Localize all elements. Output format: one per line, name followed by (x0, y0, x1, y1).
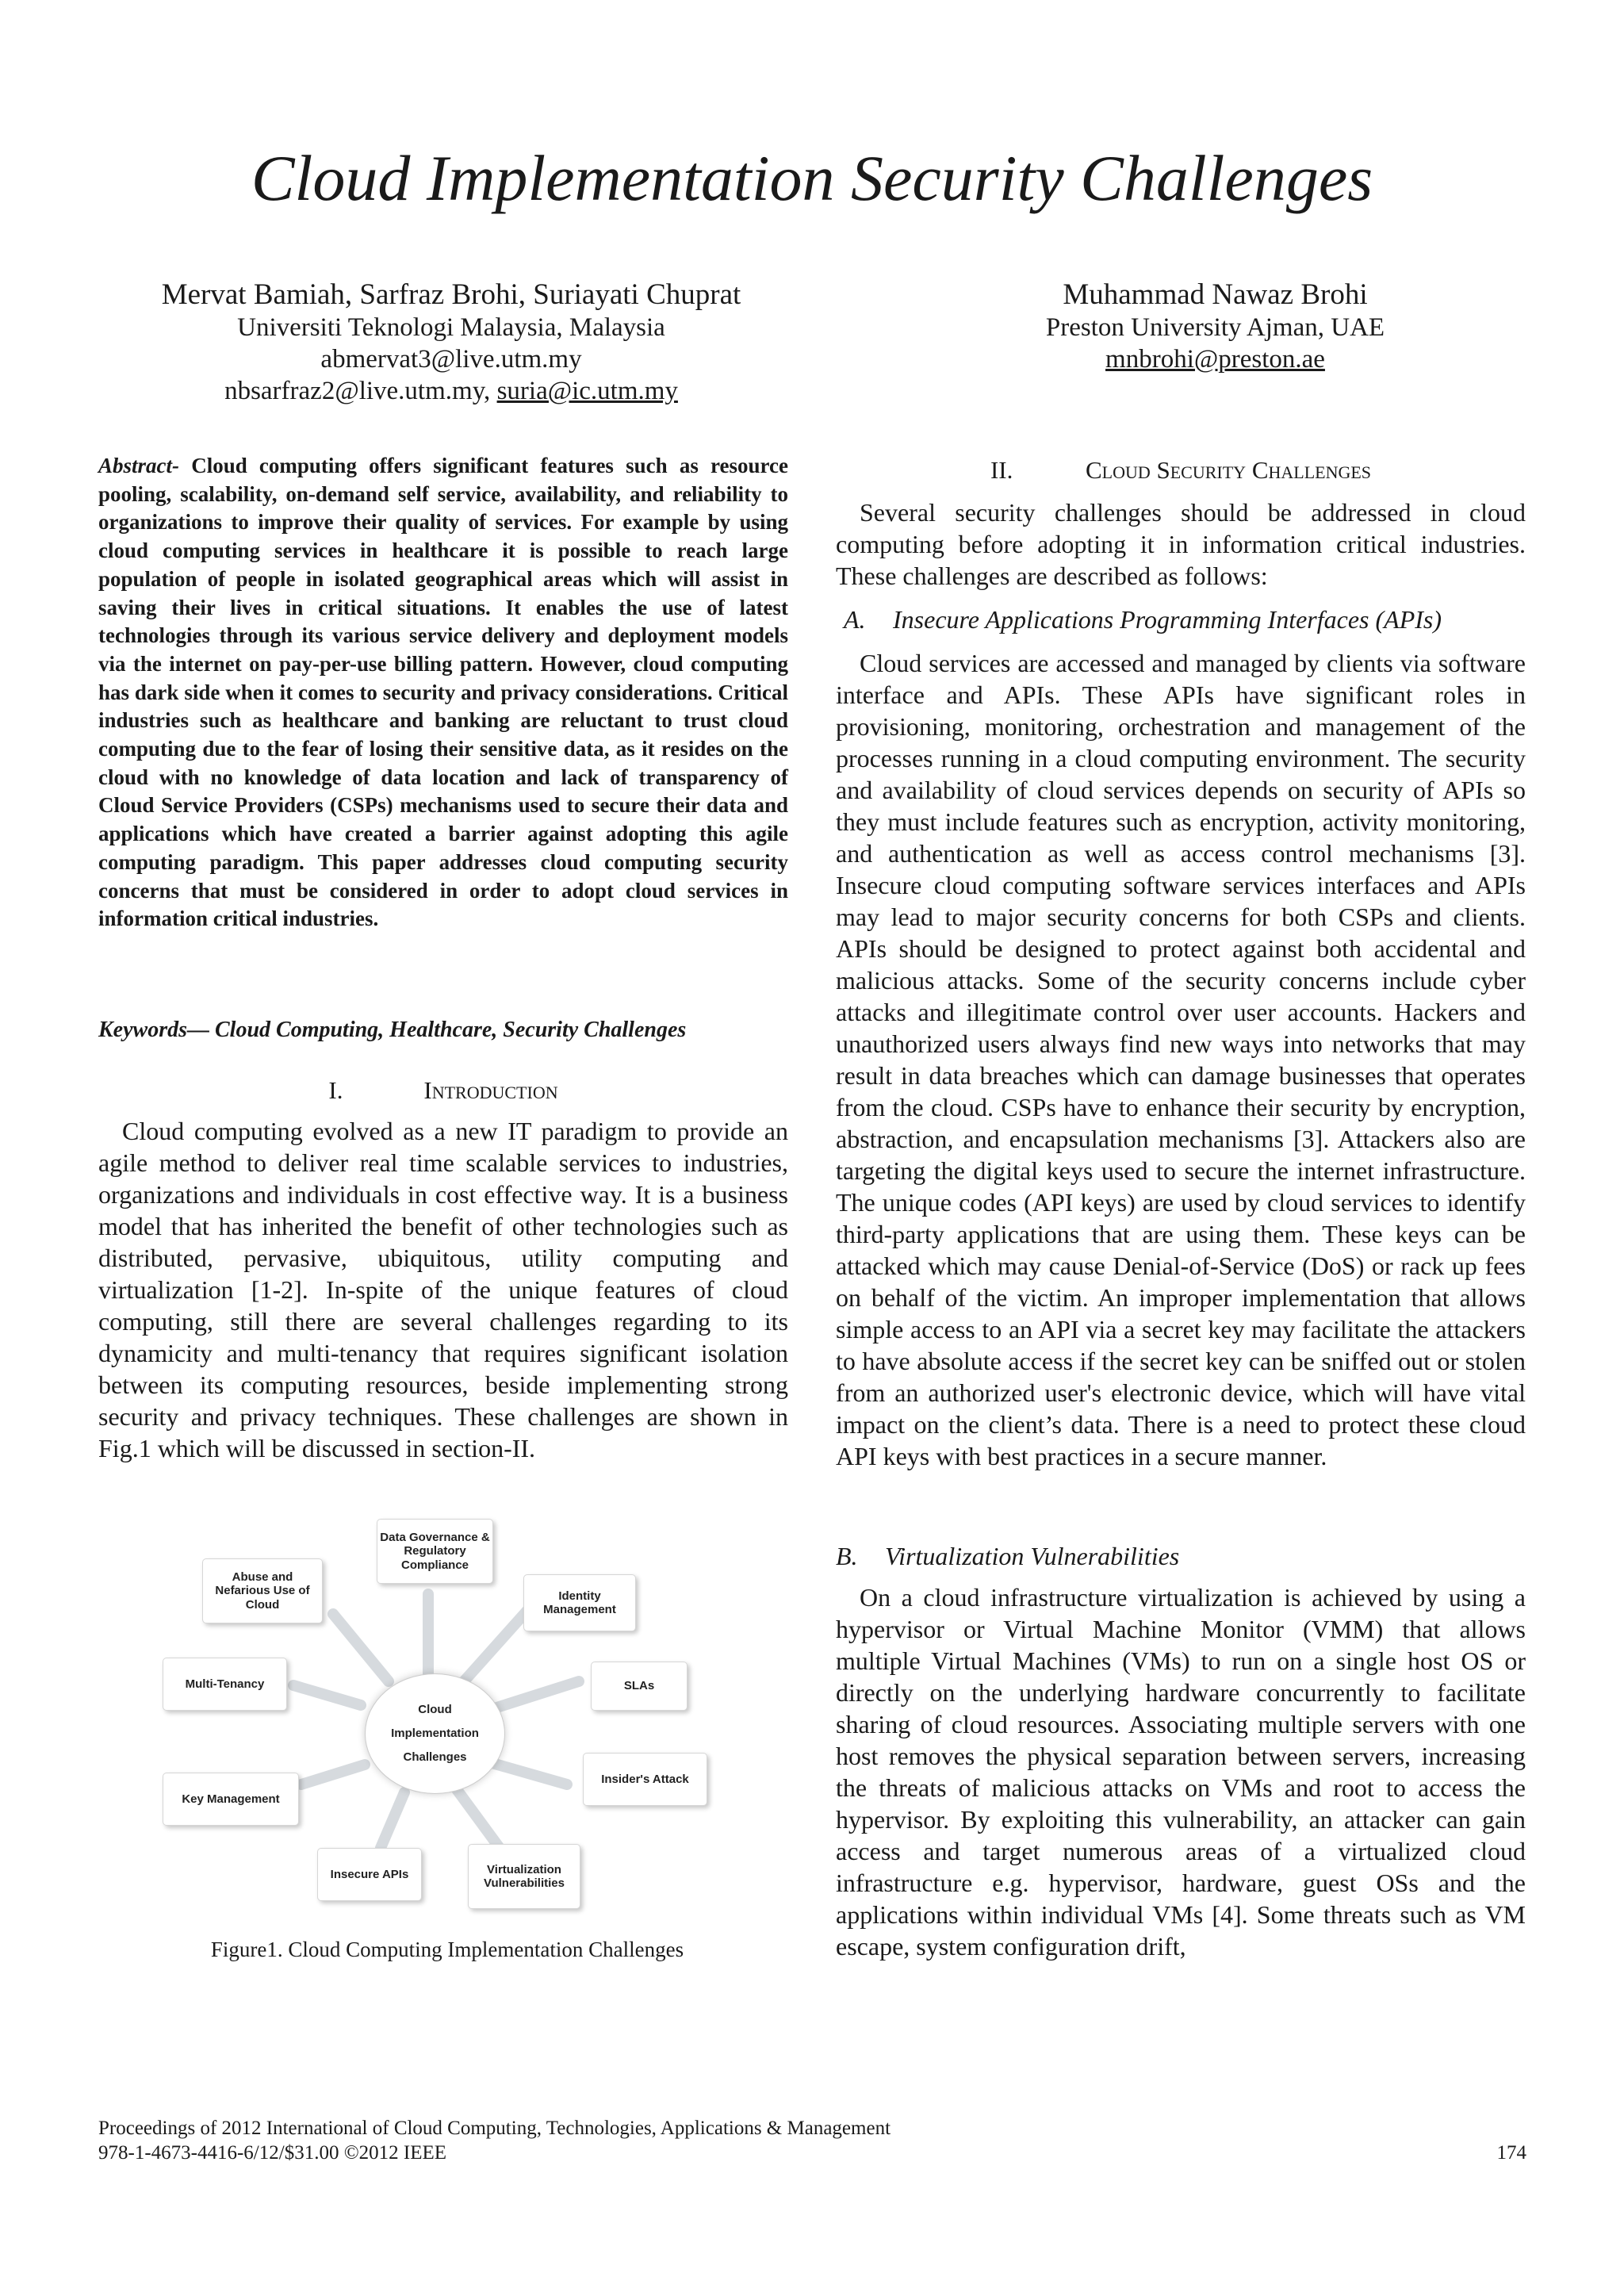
subsection-b-paragraph (836, 1581, 1526, 1962)
author-block-left (98, 278, 804, 407)
subsection-label: B. (836, 1542, 858, 1570)
node-insiders-attack: Insider's Attack (583, 1753, 707, 1806)
arrow (456, 1788, 500, 1848)
author-email: nbsarfraz2@live.utm.my, (224, 376, 497, 405)
abstract-text: Cloud computing offers significant features such as resource pooling, scalability, on-demand self service, availability, and reliability to organizations to improve their quality of services. For example by using cloud computing services in healthcare it is possible to reach large population of people in isolated geographical areas which will assist in saving their lives in critical situations. It enables the use of latest technologies through its various service delivery and deployment models via the internet on pay-per-use billing pattern. However, cloud computing has dark side when it comes to security and privacy considerations. Critical industries such as healthcare and banking are reluctant to trust cloud computing due to the fear of losing their sensitive data, as it resides on the cloud with no knowledge of data location and lack of transparency of Cloud Service Providers (CSPs) mechanisms used to secure their data and applications which have created a barrier against adopting this agile computing paradigm. This paper addresses cloud computing security concerns that must be considered in order to adopt cloud services in information critical industries. (98, 454, 788, 931)
paragraph-text: Cloud services are accessed and managed by clients via software interface and APIs. These APIs have significant roles in provisioning, monitoring, orchestration and management of the processes running in a cloud computing environment. The security and availability of cloud services depends on security of APIs so they must include features such as encryption, activity monitoring, and authentication as well as access control mechanisms [3]. Insecure cloud computing software services interfaces and APIs may lead to major security concerns for both CSPs and clients. APIs should be designed to protect against both accidental and malicious attacks. Some of the security concerns include cyber attacks and illegitimate control over user accounts. Hackers and unauthorized users always find new ways into networks that may result in data breaches which can damage businesses that operates from the cloud. CSPs have to enhance their security by encryption, abstraction, and encapsulation mechanisms [3]. Attackers also are targeting the digital keys used to secure the internet infrastructure. The unique codes (API keys) are used by cloud services to identify third-party applications that are using them. These keys can be attacked which may cause Denial-of-Service (DoS) or rack up fees on behalf of the victim. An improper implementation that allows simple access to an API via a secret key may facilitate the attackers to have absolute access if the secret key can be sniffed out or stolen from an authorized user's electronic device, which will have vital impact on the client’s data. There is a need to protect these cloud API keys with best practices in a secure manner. (836, 649, 1526, 1470)
node-identity-management: Identity Management (523, 1574, 636, 1631)
author-email: abmervat3@live.utm.my (320, 344, 582, 374)
author-affiliation: Preston University Ajman, UAE (1045, 313, 1385, 343)
author-email-link[interactable]: suria@ic.utm.my (496, 376, 678, 405)
author-email-link[interactable]: mnbrohi@preston.ae (1105, 344, 1325, 374)
section-2-intro (836, 496, 1526, 592)
keywords: Keywords— Cloud Computing, Healthcare, Security Challenges (98, 1018, 687, 1042)
abstract (98, 452, 788, 933)
paragraph-text: Cloud computing evolved as a new IT paradigm to provide an agile method to deliver real time scalable services to industries, organizations and individuals in cost effective way. It is a business model that has inherited the benefit of other technologies such as distributed, pervasive, ubiquitous, utility computing and virtualization [1-2]. In-spite of the unique features of cloud computing, still there are several challenges regarding to its dynamicity and multi-tenancy that requires significant isolation between its computing resources, beside implementing strong security and privacy techniques. These challenges are shown in Fig.1 which will be discussed in section-II. (98, 1117, 788, 1462)
arrow (492, 1681, 579, 1709)
author-name: Muhammad Nawaz Brohi (1063, 278, 1368, 311)
node-insecure-apis: Insecure APIs (317, 1848, 422, 1901)
figure-1 (151, 1519, 714, 1915)
abstract-label: Abstract- (98, 454, 180, 477)
page-number: 174 (1496, 2142, 1526, 2164)
subsection-heading-b (836, 1542, 1526, 1571)
section-number: I. (328, 1076, 343, 1104)
arrow (333, 1614, 389, 1681)
subsection-title: Virtualization Vulnerabilities (885, 1542, 1180, 1570)
section-number: II. (990, 456, 1013, 484)
section-title: Cloud Security Challenges (1085, 456, 1372, 484)
arrow (381, 1792, 404, 1848)
node-abuse-nefarious-use: Abuse and Nefarious Use of Cloud (202, 1558, 323, 1623)
subsection-title: Insecure Applications Programming Interfaces (APIs) (893, 605, 1442, 634)
author-names: Mervat Bamiah, Sarfraz Brohi, Suriayati Chuprat (161, 278, 741, 311)
center-node (365, 1673, 505, 1794)
paragraph-text: On a cloud infrastructure virtualization is achieved by using a hypervisor or Virtual Machine Monitor (VMM) that allows multiple Virtual Machines (VMs) to run on a single host OS or directly on the underlying hardware concurrently to facilitate sharing of cloud resources. Associating multiple servers with one host removes the physical separation between servers, increasing the threats of malicious attacks on VMs and root to access the hypervisor. By exploiting this vulnerability, an attacker can gain access and target numerous areas of a virtualized cloud infrastructure e.g. hypervisor, hardware, guest OSs and the applications within individual VMs [4]. Some threats such as VM escape, system configuration drift, (836, 1583, 1526, 1961)
node-multi-tenancy: Multi-Tenancy (163, 1658, 287, 1711)
arrow (484, 1761, 567, 1784)
node-virtualization-vulnerabilities: Virtualization Vulnerabilities (468, 1844, 580, 1909)
author-affiliation: Universiti Teknologi Malaysia, Malaysia (237, 313, 665, 343)
node-data-governance: Data Governance & Regulatory Compliance (377, 1519, 493, 1584)
node-key-management: Key Management (163, 1773, 299, 1826)
footer-isbn: 978-1-4673-4416-6/12/$31.00 ©2012 IEEE (98, 2142, 447, 2164)
center-label: Cloud (418, 1703, 452, 1716)
subsection-label: A. (844, 605, 866, 634)
figure-caption: Figure1. Cloud Computing Implementation Challenges (210, 1938, 684, 1961)
paragraph-text: Several security challenges should be addressed in cloud computing before adopting it in information critical industries. These challenges are described as follows: (836, 498, 1526, 590)
arrow (293, 1685, 361, 1705)
center-label: Challenges (403, 1750, 467, 1764)
center-label: Implementation (391, 1727, 479, 1740)
paper-title: Cloud Implementation Security Challenges (251, 142, 1373, 214)
arrow (464, 1606, 531, 1681)
author-block-right (952, 278, 1479, 376)
author-emails (98, 376, 804, 408)
section-heading-introduction (98, 1076, 788, 1105)
introduction-paragraph (98, 1115, 788, 1464)
subsection-heading-a (844, 605, 1526, 634)
section-title: Introduction (423, 1076, 558, 1104)
section-heading-cloud-security (836, 456, 1526, 485)
footer-proceedings: Proceedings of 2012 International of Cloud Computing, Technologies, Applications & Management (98, 2118, 891, 2139)
node-slas: SLAs (591, 1662, 688, 1711)
subsection-a-paragraph (836, 647, 1526, 1472)
arrow (301, 1765, 365, 1784)
